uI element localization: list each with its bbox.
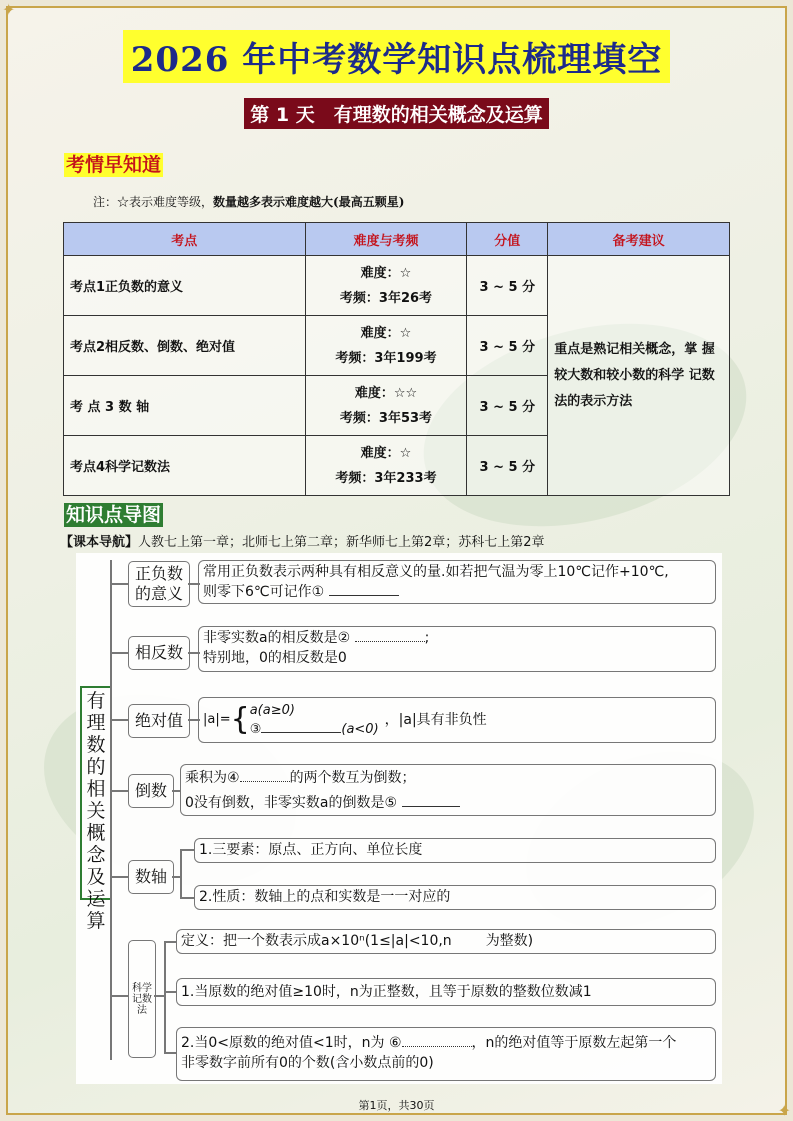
advice-cell: 重点是熟记相关概念，掌 握较大数和较小数的科学 记数法的表示方法	[548, 256, 730, 496]
connector-line	[164, 991, 176, 993]
sci-rule-2: 2.当0<原数的绝对值<1时，n为 ⑥ ，n的绝对值等于原数左起第一个 非零数字前所有0的个数(含小数点前的0)	[176, 1027, 716, 1081]
number-line-element-1: 1.三要素：原点、正方向、单位长度	[194, 838, 716, 863]
score-cell: 3 ~ 5 分	[467, 436, 548, 496]
exam-point: 考点2相反数、倒数、绝对值	[64, 316, 306, 376]
textbook-nav: 【课本导航】人教七上第一章；北师七上第二章；新华师七上第2章；苏科七上第2章	[60, 535, 545, 550]
node-pos-neg: 正负数的意义	[128, 561, 190, 607]
table-header-row	[64, 223, 730, 256]
corner-star-icon: ✦	[2, 0, 16, 19]
node-opposite: 相反数	[128, 636, 190, 670]
table-header: 难度与考频	[305, 223, 467, 256]
page-footer: 第1页，共30页	[358, 1099, 435, 1112]
node-sci-notation: 科学记数法	[128, 940, 156, 1058]
branch-line	[110, 876, 128, 878]
node-reciprocal: 倒数	[128, 774, 174, 808]
connector-line	[164, 941, 166, 1054]
main-title: 2026 年中考数学知识点梳理填空	[0, 30, 793, 83]
connector-line	[172, 790, 180, 792]
opposite-content: 非零实数a的相反数是② ; 特别地，0的相反数是0	[198, 626, 716, 672]
corner-star-icon: ✦	[777, 1101, 791, 1120]
branch-line	[110, 995, 128, 997]
reciprocal-content: 乘积为④ 的两个数互为倒数； 0没有倒数，非零实数a的倒数是⑤	[180, 764, 716, 816]
sci-definition: 定义：把一个数表示成a×10ⁿ(1≤|a|<10,n 为整数)	[176, 929, 716, 954]
exam-point: 考点1正负数的意义	[64, 256, 306, 316]
table-header: 考点	[64, 223, 306, 256]
trunk-line	[110, 560, 112, 1060]
difficulty-cell: 难度：☆ 考频：3年26考	[305, 256, 467, 316]
connector-line	[154, 995, 164, 997]
difficulty-cell: 难度：☆☆ 考频：3年53考	[305, 376, 467, 436]
exam-point: 考点4科学记数法	[64, 436, 306, 496]
difficulty-cell: 难度：☆ 考频：3年233考	[305, 436, 467, 496]
sci-rule-1: 1.当原数的绝对值≥10时，n为正整数，且等于原数的整数位数减1	[176, 978, 716, 1006]
branch-line	[110, 652, 128, 654]
table-header: 分值	[467, 223, 548, 256]
section-map-heading: 知识点导图	[66, 504, 162, 526]
branch-line	[110, 790, 128, 792]
connector-line	[172, 876, 180, 878]
score-cell: 3 ~ 5 分	[467, 376, 548, 436]
node-number-line: 数轴	[128, 860, 174, 894]
day-title: 第 1 天 有理数的相关概念及运算	[0, 98, 793, 129]
connector-line	[164, 1052, 176, 1054]
connector-line	[164, 941, 176, 943]
connector-line	[180, 897, 194, 899]
mindmap-root: 有理数的相关概念及运算	[80, 686, 112, 900]
difficulty-cell: 难度：☆ 考频：3年199考	[305, 316, 467, 376]
pos-neg-content: 常用正负数表示两种具有相反意义的量.如若把气温为零上10℃记作+10℃, 则零下6℃可记作①	[198, 560, 716, 604]
score-cell: 3 ~ 5 分	[467, 316, 548, 376]
blank-3	[261, 732, 341, 733]
exam-table	[63, 222, 730, 496]
connector-line	[180, 849, 182, 899]
absolute-content: |a|= { a(a≥0) ③ (a<0) ，|a|具有非负性	[198, 697, 716, 743]
blank-6	[402, 1046, 472, 1047]
table-row	[64, 256, 730, 316]
connector-line	[180, 849, 194, 851]
exam-point: 考 点 3 数 轴	[64, 376, 306, 436]
blank-1	[329, 595, 399, 596]
blank-2	[355, 641, 425, 642]
branch-line	[110, 719, 128, 721]
blank-4	[240, 781, 290, 782]
score-cell: 3 ~ 5 分	[467, 256, 548, 316]
branch-line	[110, 583, 128, 585]
table-header: 备考建议	[548, 223, 730, 256]
number-line-element-2: 2.性质：数轴上的点和实数是一一对应的	[194, 885, 716, 910]
node-absolute: 绝对值	[128, 704, 190, 738]
difficulty-note: 注：☆表示难度等级，数量越多表示难度越大(最高五颗星)	[93, 195, 405, 209]
section-exam-heading: 考情早知道	[66, 154, 162, 176]
blank-5	[402, 806, 460, 807]
